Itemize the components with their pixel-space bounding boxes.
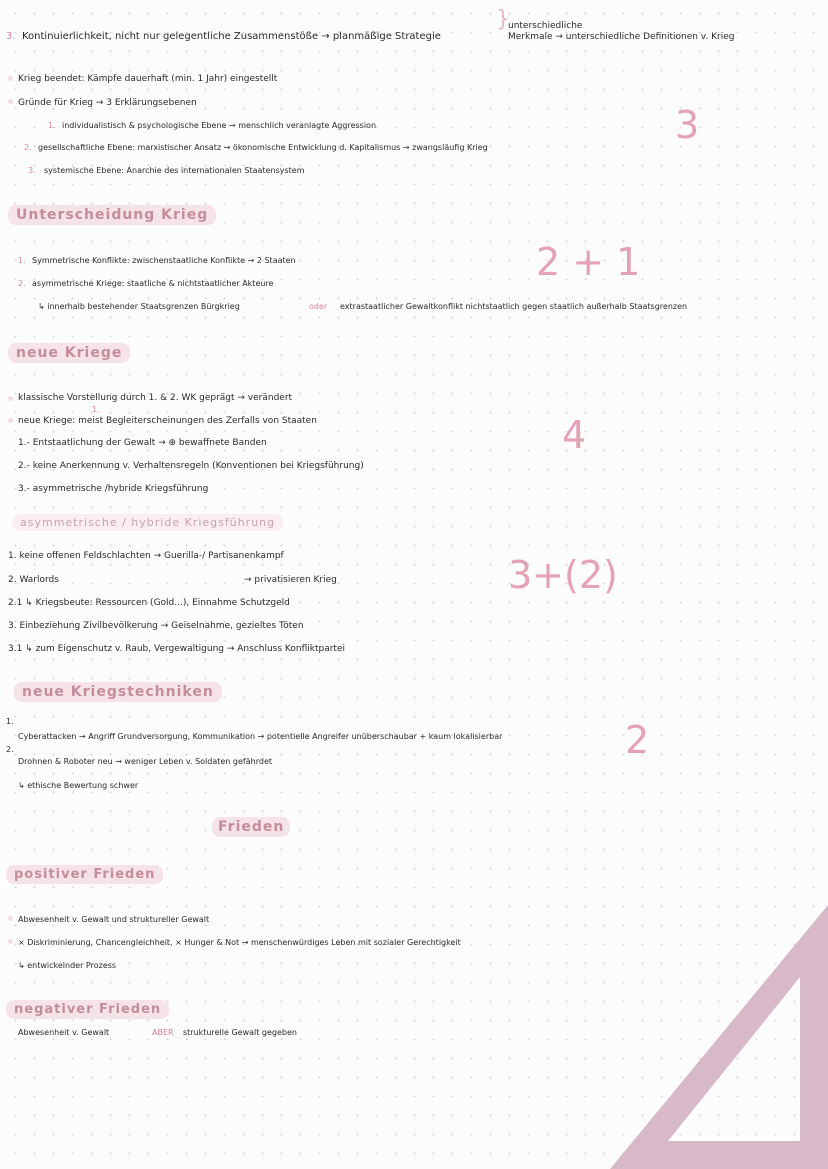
item-number: 3.: [6, 31, 16, 42]
brace-icon: }: [496, 7, 510, 32]
asym-1: 1. keine offenen Feldschlachten → Guerilla-/ Partisanenkampf: [8, 551, 284, 561]
ethische-bewertung: ↳ ethische Bewertung schwer: [18, 781, 139, 790]
asym-3: 3. Einbeziehung Zivilbevölkerung → Geiselnahme, gezieltes Töten: [8, 621, 304, 631]
asym-3-1: 3.1 ↳ zum Eigenschutz v. Raub, Vergewaltigung → Anschluss Konfliktpartei: [8, 644, 345, 654]
triangle-logo-icon: [610, 905, 828, 1169]
aber-word: ABER: [152, 1028, 174, 1037]
section-heading-neue-kriege: neue Kriege: [8, 343, 130, 363]
subheading-negativer-frieden: negativer Frieden: [6, 1000, 169, 1019]
innerhalb-staatsgrenzen: ↳ innerhalb bestehender Staatsgrenzen Bürgkrieg: [38, 302, 240, 311]
top-line: Kontinuierlichkeit, nicht nur gelegentliche Zusammenstöße → planmäßige Strategie: [22, 31, 441, 42]
margin-count: 2 + 1: [536, 240, 641, 284]
side-note-2: Merkmale → unterschiedliche Definitionen v. Krieg: [508, 32, 735, 42]
ebene-2-num: 2.: [24, 143, 32, 152]
ebene-3: systemische Ebene: Anarchie des internationalen Staatensystem: [44, 166, 305, 175]
extrastaatlich: extrastaatlicher Gewaltkonflikt nichtstaatlich gegen staatlich außerhalb Staatsgrenzen: [340, 302, 688, 311]
drohnen-roboter: Drohnen & Roboter neu → weniger Leben v. Soldaten gefährdet: [18, 757, 272, 766]
krieg-beendet: Krieg beendet: Kämpfe dauerhaft (min. 1 Jahr) eingestellt: [18, 74, 278, 84]
subheading-positiver-frieden: positiver Frieden: [6, 865, 163, 884]
asym-num: 2.: [18, 279, 26, 288]
superscript-mark: 1.: [92, 405, 100, 414]
gruende-krieg: Gründe für Krieg → 3 Erklärungsebenen: [18, 98, 197, 108]
side-note-1: unterschiedliche: [508, 21, 583, 31]
merkmal-2: 2.- keine Anerkennung v. Verhaltensregeln (Konventionen bei Kriegsführung): [18, 461, 364, 471]
bullet-icon: [8, 939, 13, 944]
tech-2-num: 2.: [6, 745, 14, 754]
asym-2-1: 2.1 ↳ Kriegsbeute: Ressourcen (Gold...), Einnahme Schutzgeld: [8, 598, 290, 608]
ebene-1-num: 1.: [48, 121, 56, 130]
merkmal-3: 3.- asymmetrische /hybride Kriegsführung: [18, 484, 209, 494]
positiv-1: Abwesenheit v. Gewalt und struktureller Gewalt: [18, 915, 210, 924]
section-heading-unterscheidung: Unterscheidung Krieg: [8, 205, 216, 225]
positiv-2: × Diskriminierung, Chancengleichheit, × Hunger & Not → menschenwürdiges Leben mit sozialer Gerechtigkeit: [18, 938, 461, 947]
ebene-1: individualistisch & psychologische Ebene → menschlich veranlagte Aggression: [62, 121, 377, 130]
sym-num: 1.: [18, 256, 26, 265]
margin-count: 4: [562, 413, 587, 457]
asym-2b: → privatisieren Krieg: [244, 575, 337, 585]
symmetrische-konflikte: Symmetrische Konflikte: zwischenstaatliche Konflikte → 2 Staaten: [32, 256, 296, 265]
margin-count: 3: [675, 103, 700, 147]
asym-2: 2. Warlords: [8, 575, 59, 585]
klassische-vorstellung: klassische Vorstellung durch 1. & 2. WK geprägt → verändert: [18, 393, 293, 403]
oder-word: oder: [309, 302, 328, 311]
section-heading-techniken: neue Kriegstechniken: [14, 682, 222, 702]
bullet-icon: [8, 418, 13, 423]
neue-kriege-definition: neue Kriege: meist Begleiterscheinungen des Zerfalls von Staaten: [18, 416, 317, 426]
bullet-icon: [8, 396, 13, 401]
cyberattacken: Cyberattacken → Angriff Grundversorgung, Kommunikation → potentielle Angreifer unüberschaubar + kaum lokalisierbar: [18, 732, 503, 741]
subheading-asym: asymmetrische / hybride Kriegsführung: [12, 514, 283, 531]
merkmal-1: 1.- Entstaatlichung der Gewalt → ⊕ bewaffnete Banden: [18, 438, 267, 448]
asymmetrische-kriege: asymmetrische Kriege: staatliche & nichtstaatlicher Akteure: [32, 279, 274, 288]
margin-count: 2: [625, 718, 650, 762]
bullet-icon: [8, 916, 13, 921]
tech-1-num: 1.: [6, 717, 14, 726]
ebene-3-num: 3.: [28, 166, 36, 175]
bullet-icon: [8, 99, 13, 104]
positiv-3: ↳ entwickelnder Prozess: [18, 961, 117, 970]
negativ-1b: strukturelle Gewalt gegeben: [183, 1028, 297, 1037]
bullet-icon: [8, 76, 13, 81]
negativ-1a: Abwesenheit v. Gewalt: [18, 1028, 110, 1037]
ebene-2: gesellschaftliche Ebene: marxistischer Ansatz → ökonomische Entwicklung d. Kapitalismus → zwangsläufig Krieg: [38, 143, 488, 152]
section-heading-frieden: Frieden: [212, 817, 290, 837]
margin-count: 3+(2): [508, 553, 618, 597]
